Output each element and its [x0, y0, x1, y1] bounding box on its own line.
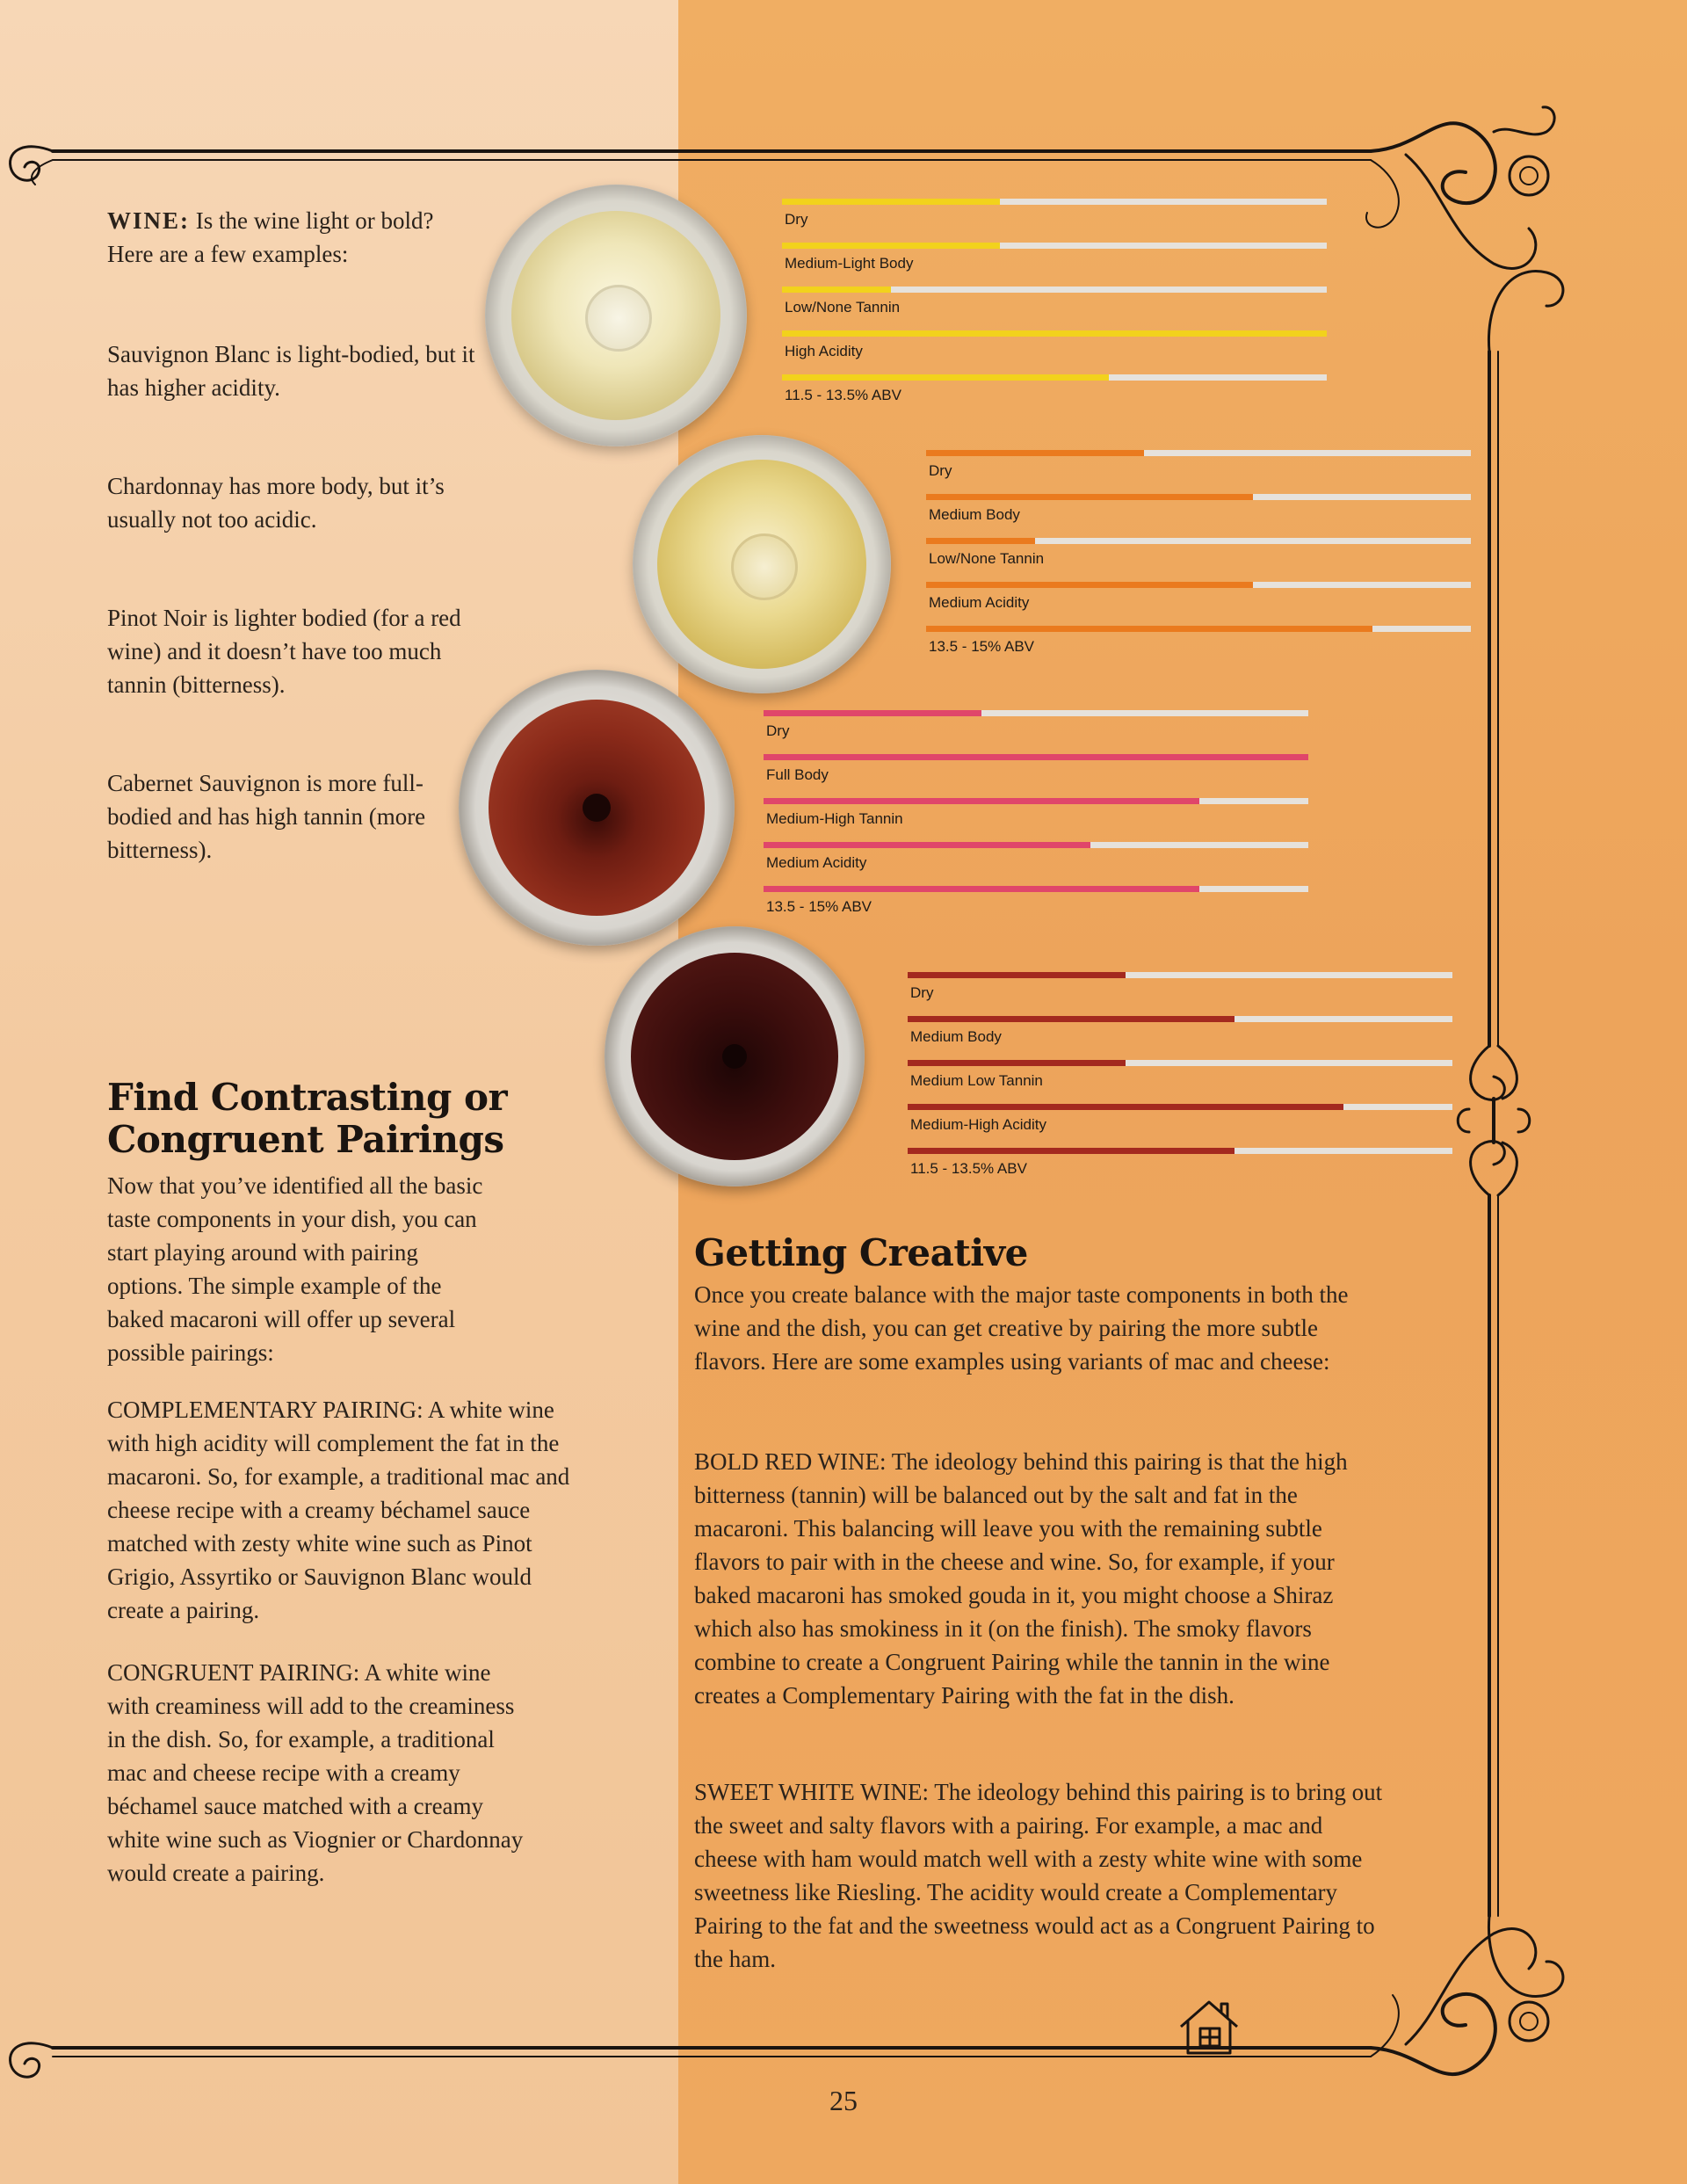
- bar-label: Dry: [766, 722, 790, 739]
- bar-fill: [908, 1148, 1234, 1154]
- bar-fill: [764, 842, 1090, 848]
- white-wine-glass-golden: [633, 435, 891, 693]
- bar-label: Medium Acidity: [929, 594, 1030, 611]
- bar-fill: [764, 710, 981, 716]
- wine-chart-3: [764, 710, 1308, 930]
- bar-label: 11.5 - 13.5% ABV: [785, 387, 901, 403]
- example-cabernet-sauvignon: Cabernet Sauvignon is more full-bodied and has high tannin (more bitterness).: [107, 770, 426, 863]
- bold-red-wine: BOLD RED WINE: The ideology behind this pairing is that the high bitterness (tannin) will be balanced out by the salt and fat in the macaroni. This balancing will leave you with the remaining subtle flavors to pair with in the cheese and wine. So, for example, if your baked macaroni has smoked gouda in it, you might choose a Shiraz which also has smokiness in it (on the finish). The smoky flavors combine to create a Congruent Pairing while the tannin in the wine creates a Complementary Pairing with the fat in the dish.: [694, 1448, 1348, 1709]
- bar-label: Medium-Light Body: [785, 255, 914, 272]
- bar-fill: [908, 1016, 1234, 1022]
- bar-label: Medium-High Tannin: [766, 810, 903, 827]
- bar-fill: [764, 886, 1199, 892]
- bar-fill: [782, 287, 891, 293]
- bar-label: 13.5 - 15% ABV: [766, 898, 872, 915]
- bar-fill: [908, 972, 1126, 978]
- bar-label: Medium Acidity: [766, 854, 867, 871]
- bar-label: 11.5 - 13.5% ABV: [910, 1160, 1027, 1177]
- bar-fill: [908, 1060, 1126, 1066]
- contrast-heading-line2: Congruent Pairings: [107, 1118, 504, 1161]
- red-wine-glass-dark: [605, 926, 865, 1186]
- bar-fill: [782, 243, 1000, 249]
- wine-chart-bar-row: [926, 494, 1471, 538]
- wine-chart-bar-row: [908, 1148, 1452, 1192]
- home-icon[interactable]: [1177, 1997, 1241, 2058]
- contrast-intro: Now that you’ve identified all the basic taste components in your dish, you can start playing around with pairing options. The simple example of the baked macaroni will offer up several possible pairings:: [107, 1172, 483, 1366]
- wine-chart-bar-row: [908, 1104, 1452, 1148]
- wine-chart-bar-row: [926, 582, 1471, 626]
- white-wine-glass-light: [485, 185, 747, 446]
- bar-fill: [764, 754, 1308, 760]
- wine-chart-bar-row: [926, 626, 1471, 670]
- example-pinot-noir: Pinot Noir is lighter bodied (for a red wine) and it doesn’t have too much tannin (bitterness).: [107, 605, 461, 698]
- bar-fill: [926, 582, 1253, 588]
- bar-fill: [926, 494, 1253, 500]
- wine-chart-bar-row: [782, 199, 1327, 243]
- wine-chart-bar-row: [782, 374, 1327, 418]
- wine-intro-lead: WINE:: [107, 207, 191, 234]
- bar-label: Full Body: [766, 766, 829, 783]
- wine-chart-bar-row: [926, 538, 1471, 582]
- wine-chart-1: [782, 199, 1327, 418]
- bar-label: Dry: [785, 211, 808, 228]
- congruent-pairing: CONGRUENT PAIRING: A white wine with creaminess will add to the creaminess in the dish. So, for example, a traditional mac and cheese recipe with a creamy béchamel sauce matched with a creamy white wine such as Viognier or Chardonnay would create a pairing.: [107, 1659, 524, 1886]
- wine-chart-bar-row: [908, 1016, 1452, 1060]
- wine-chart-bar-row: [908, 1060, 1452, 1104]
- bar-fill: [908, 1104, 1343, 1110]
- bar-label: Low/None Tannin: [785, 299, 901, 316]
- wine-chart-bar-row: [764, 710, 1308, 754]
- bar-label: High Acidity: [785, 343, 863, 359]
- wine-chart-bar-row: [764, 798, 1308, 842]
- bar-fill: [764, 798, 1199, 804]
- bar-label: Dry: [910, 984, 934, 1001]
- bar-fill: [782, 199, 1000, 205]
- wine-chart-2: [926, 450, 1471, 670]
- creative-intro: Once you create balance with the major taste components in both the wine and the dish, you can get creative by pairing the more subtle flavors. Here are some examples using variants of mac and cheese:: [694, 1281, 1349, 1375]
- wine-chart-bar-row: [764, 886, 1308, 930]
- wine-chart-bar-row: [926, 450, 1471, 494]
- wine-chart-bar-row: [764, 754, 1308, 798]
- bar-label: Low/None Tannin: [929, 550, 1045, 567]
- bar-fill: [926, 450, 1144, 456]
- wine-chart-bar-row: [782, 243, 1327, 287]
- wine-chart-bar-row: [782, 330, 1327, 374]
- bar-fill: [782, 374, 1109, 381]
- bar-label: Medium Body: [910, 1028, 1002, 1045]
- bar-label: Medium Low Tannin: [910, 1072, 1043, 1089]
- wine-chart-4: [908, 972, 1452, 1192]
- sweet-white-wine: SWEET WHITE WINE: The ideology behind this pairing is to bring out the sweet and salty flavors with a pairing. For example, a mac and cheese with ham would match well with a zesty white wine with some sweetness like Riesling. The acidity would create a Complementary Pairing to the fat and the sweetness would act as a Congruent Pairing to the ham.: [694, 1779, 1383, 1972]
- wine-intro-text: Is the wine light or bold? Here are a few examples:: [107, 207, 434, 267]
- page-number: 25: [829, 2085, 858, 2116]
- bar-fill: [926, 626, 1372, 632]
- bar-fill: [782, 330, 1327, 337]
- wine-chart-bar-row: [782, 287, 1327, 330]
- wine-chart-bar-row: [764, 842, 1308, 886]
- bar-label: Dry: [929, 462, 952, 479]
- bar-label: Medium-High Acidity: [910, 1116, 1046, 1133]
- example-sauvignon-blanc: Sauvignon Blanc is light-bodied, but it has higher acidity.: [107, 341, 475, 401]
- example-chardonnay: Chardonnay has more body, but it’s usually not too acidic.: [107, 473, 445, 533]
- complementary-pairing: COMPLEMENTARY PAIRING: A white wine with high acidity will complement the fat in the macaroni. So, for example, a traditional mac and cheese recipe with a creamy béchamel sauce matched with zesty white wine such as Pinot Grigio, Assyrtiko or Sauvignon Blanc would create a pairing.: [107, 1397, 570, 1623]
- wine-intro: [107, 204, 485, 271]
- bar-label: Medium Body: [929, 506, 1020, 523]
- contrast-heading: [107, 1077, 599, 1161]
- red-wine-glass-light: [459, 670, 735, 946]
- bar-fill: [926, 538, 1035, 544]
- bar-label: 13.5 - 15% ABV: [929, 638, 1035, 655]
- wine-chart-bar-row: [908, 972, 1452, 1016]
- contrast-heading-line1: Find Contrasting or: [107, 1076, 508, 1119]
- creative-heading: Getting Creative: [694, 1231, 1028, 1274]
